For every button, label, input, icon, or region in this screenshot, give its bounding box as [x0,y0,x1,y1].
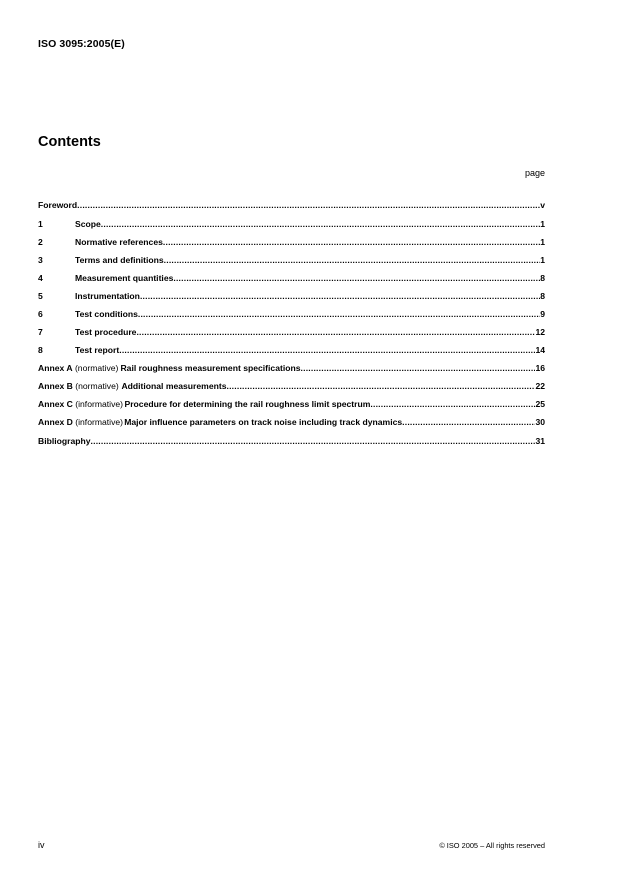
dot-leader [77,199,540,211]
toc-entry-label: Terms and definitions [75,255,164,265]
toc-entry-label: Normative references [75,237,163,247]
toc-entry-annex[interactable] [38,380,545,398]
toc-entry-clause[interactable] [38,290,545,308]
annex-kind: (normative) [75,381,119,391]
clause-number: 5 [38,291,43,301]
toc-entry-label: Instrumentation [75,291,140,301]
toc-entry-page: 8 [540,273,545,283]
toc-entry-label: Measurement quantities [75,273,174,283]
toc-entry-annex[interactable] [38,362,545,380]
annex-letter: Annex B [38,381,73,391]
toc-entry-clause[interactable] [38,272,545,290]
toc-entry-label: Test procedure [75,327,137,337]
toc-entry-page: 31 [535,436,545,446]
copyright-footer: © ISO 2005 – All rights reserved [439,841,545,850]
dot-leader [370,398,535,410]
toc-entry-page: 1 [540,237,545,247]
toc-entry-annex[interactable] [38,398,545,416]
annex-letter: Annex C [38,399,73,409]
toc-entry-page: v [540,200,545,210]
clause-number: 4 [38,273,43,283]
annex-kind: (normative) [74,363,119,373]
toc-entry-label: Rail roughness measurement specifications [120,363,301,373]
toc-entry-annex[interactable] [38,416,545,434]
toc-entry-page: 30 [535,417,545,427]
clause-number: 7 [38,327,43,337]
clause-number: 6 [38,309,43,319]
toc-entry-page: 1 [540,219,545,229]
annex-letter: Annex D [38,417,73,427]
dot-leader [138,308,540,320]
dot-leader [301,362,536,374]
toc-entry-page: 12 [535,327,545,337]
toc-entry-page: 16 [535,363,545,373]
toc-entry-page: 1 [540,255,545,265]
toc-entry-page: 8 [540,291,545,301]
dot-leader [164,254,541,266]
clause-number: 8 [38,345,43,355]
toc-entry-label: Procedure for determining the rail roughness limit spectrum [124,399,371,409]
dot-leader [173,272,540,284]
toc-entry-bibliography[interactable] [38,435,545,453]
clause-number: 2 [38,237,43,247]
toc-entry-label: Foreword [38,200,78,210]
page-column-label: page [524,168,545,178]
toc-entry-label: Test conditions [75,309,138,319]
dot-leader [140,290,540,302]
dot-leader [136,326,535,338]
toc-entry-page: 9 [540,309,545,319]
toc-entry-clause[interactable] [38,344,545,362]
toc-entry-clause[interactable] [38,218,545,236]
annex-kind: (informative) [75,399,124,409]
table-of-contents [38,199,545,453]
toc-entry-clause[interactable] [38,254,545,272]
toc-entry-page: 14 [535,345,545,355]
annex-kind: (informative) [75,417,124,427]
dot-leader [101,218,540,230]
clause-number: 3 [38,255,43,265]
toc-entry-label: Bibliography [38,436,91,446]
toc-entry-page: 22 [535,381,545,391]
toc-entry-label: Test report [75,345,120,355]
document-id-header: ISO 3095:2005(E) [38,38,125,50]
toc-entry-foreword[interactable] [38,199,545,217]
dot-leader [402,416,535,428]
toc-entry-clause[interactable] [38,236,545,254]
annex-letter: Annex A [38,363,73,373]
dot-leader [163,236,540,248]
toc-entry-clause[interactable] [38,326,545,344]
page-title: Contents [38,134,101,150]
toc-entry-clause[interactable] [38,308,545,326]
dot-leader [227,380,536,392]
clause-number: 1 [38,219,43,229]
toc-entry-label: Additional measurements [121,381,227,391]
dot-leader [119,344,535,356]
toc-entry-page: 25 [535,399,545,409]
toc-entry-label: Scope [75,219,101,229]
page-number-footer: iv [38,840,45,850]
dot-leader [91,435,536,447]
toc-entry-label: Major influence parameters on track noise including track dynamics [124,417,403,427]
